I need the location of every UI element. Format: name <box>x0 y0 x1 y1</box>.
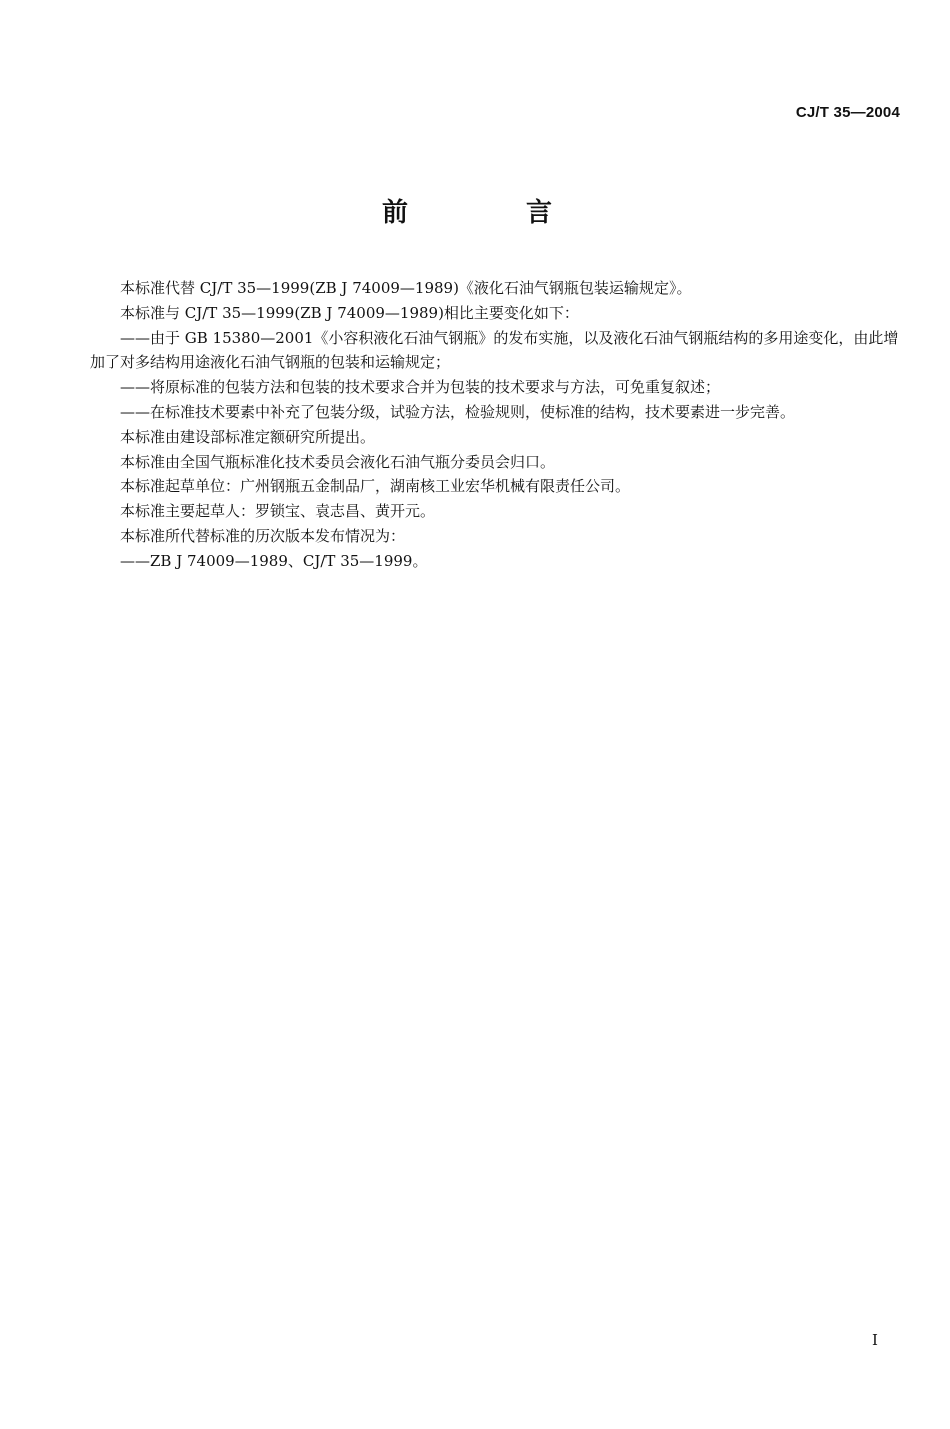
paragraph-drafters: 本标准主要起草人：罗锁宝、袁志昌、黄开元。 <box>120 502 436 521</box>
paragraph-centralized-by: 本标准由全国气瓶标准化技术委员会液化石油气瓶分委员会归口。 <box>120 452 556 471</box>
standard-code: CJ/T 35—2004 <box>795 104 900 121</box>
change-item-1: ——由于 GB 15380—2001《小容积液化石油气钢瓶》的发布实施，以及液化石油气钢瓶结构的多用途变化，由此增加了对多结构用途液化石油气钢瓶的包装和运输规定； <box>90 328 899 372</box>
paragraph-changes-intro: 本标准与 CJ/T 35—1999(ZB J 74009—1989)相比主要变化如下： <box>120 303 579 322</box>
paragraph-replaces: 本标准代替 CJ/T 35—1999(ZB J 74009—1989)《液化石油气钢瓶包装运输规定》。 <box>120 279 692 297</box>
paragraph-drafting-units: 本标准起草单位：广州钢瓶五金制品厂，湖南核工业宏华机械有限责任公司。 <box>120 477 631 496</box>
paragraph-history-intro: 本标准所代替标准的历次版本发布情况为： <box>120 526 406 545</box>
history-item: ——ZB J 74009—1989、CJ/T 35—1999。 <box>120 551 428 570</box>
paragraph-proposed-by: 本标准由建设部标准定额研究所提出。 <box>120 427 376 446</box>
page-number: I <box>872 1331 878 1349</box>
change-item-2: ——将原标准的包装方法和包装的技术要求合并为包装的技术要求与方法，可免重复叙述； <box>120 378 721 397</box>
change-item-3: ——在标准技术要素中补充了包装分级，试验方法，检验规则，使标准的结构，技术要素进一步完善。 <box>120 402 796 421</box>
page-title: 前 言 <box>381 198 598 228</box>
document-body <box>90 276 902 574</box>
